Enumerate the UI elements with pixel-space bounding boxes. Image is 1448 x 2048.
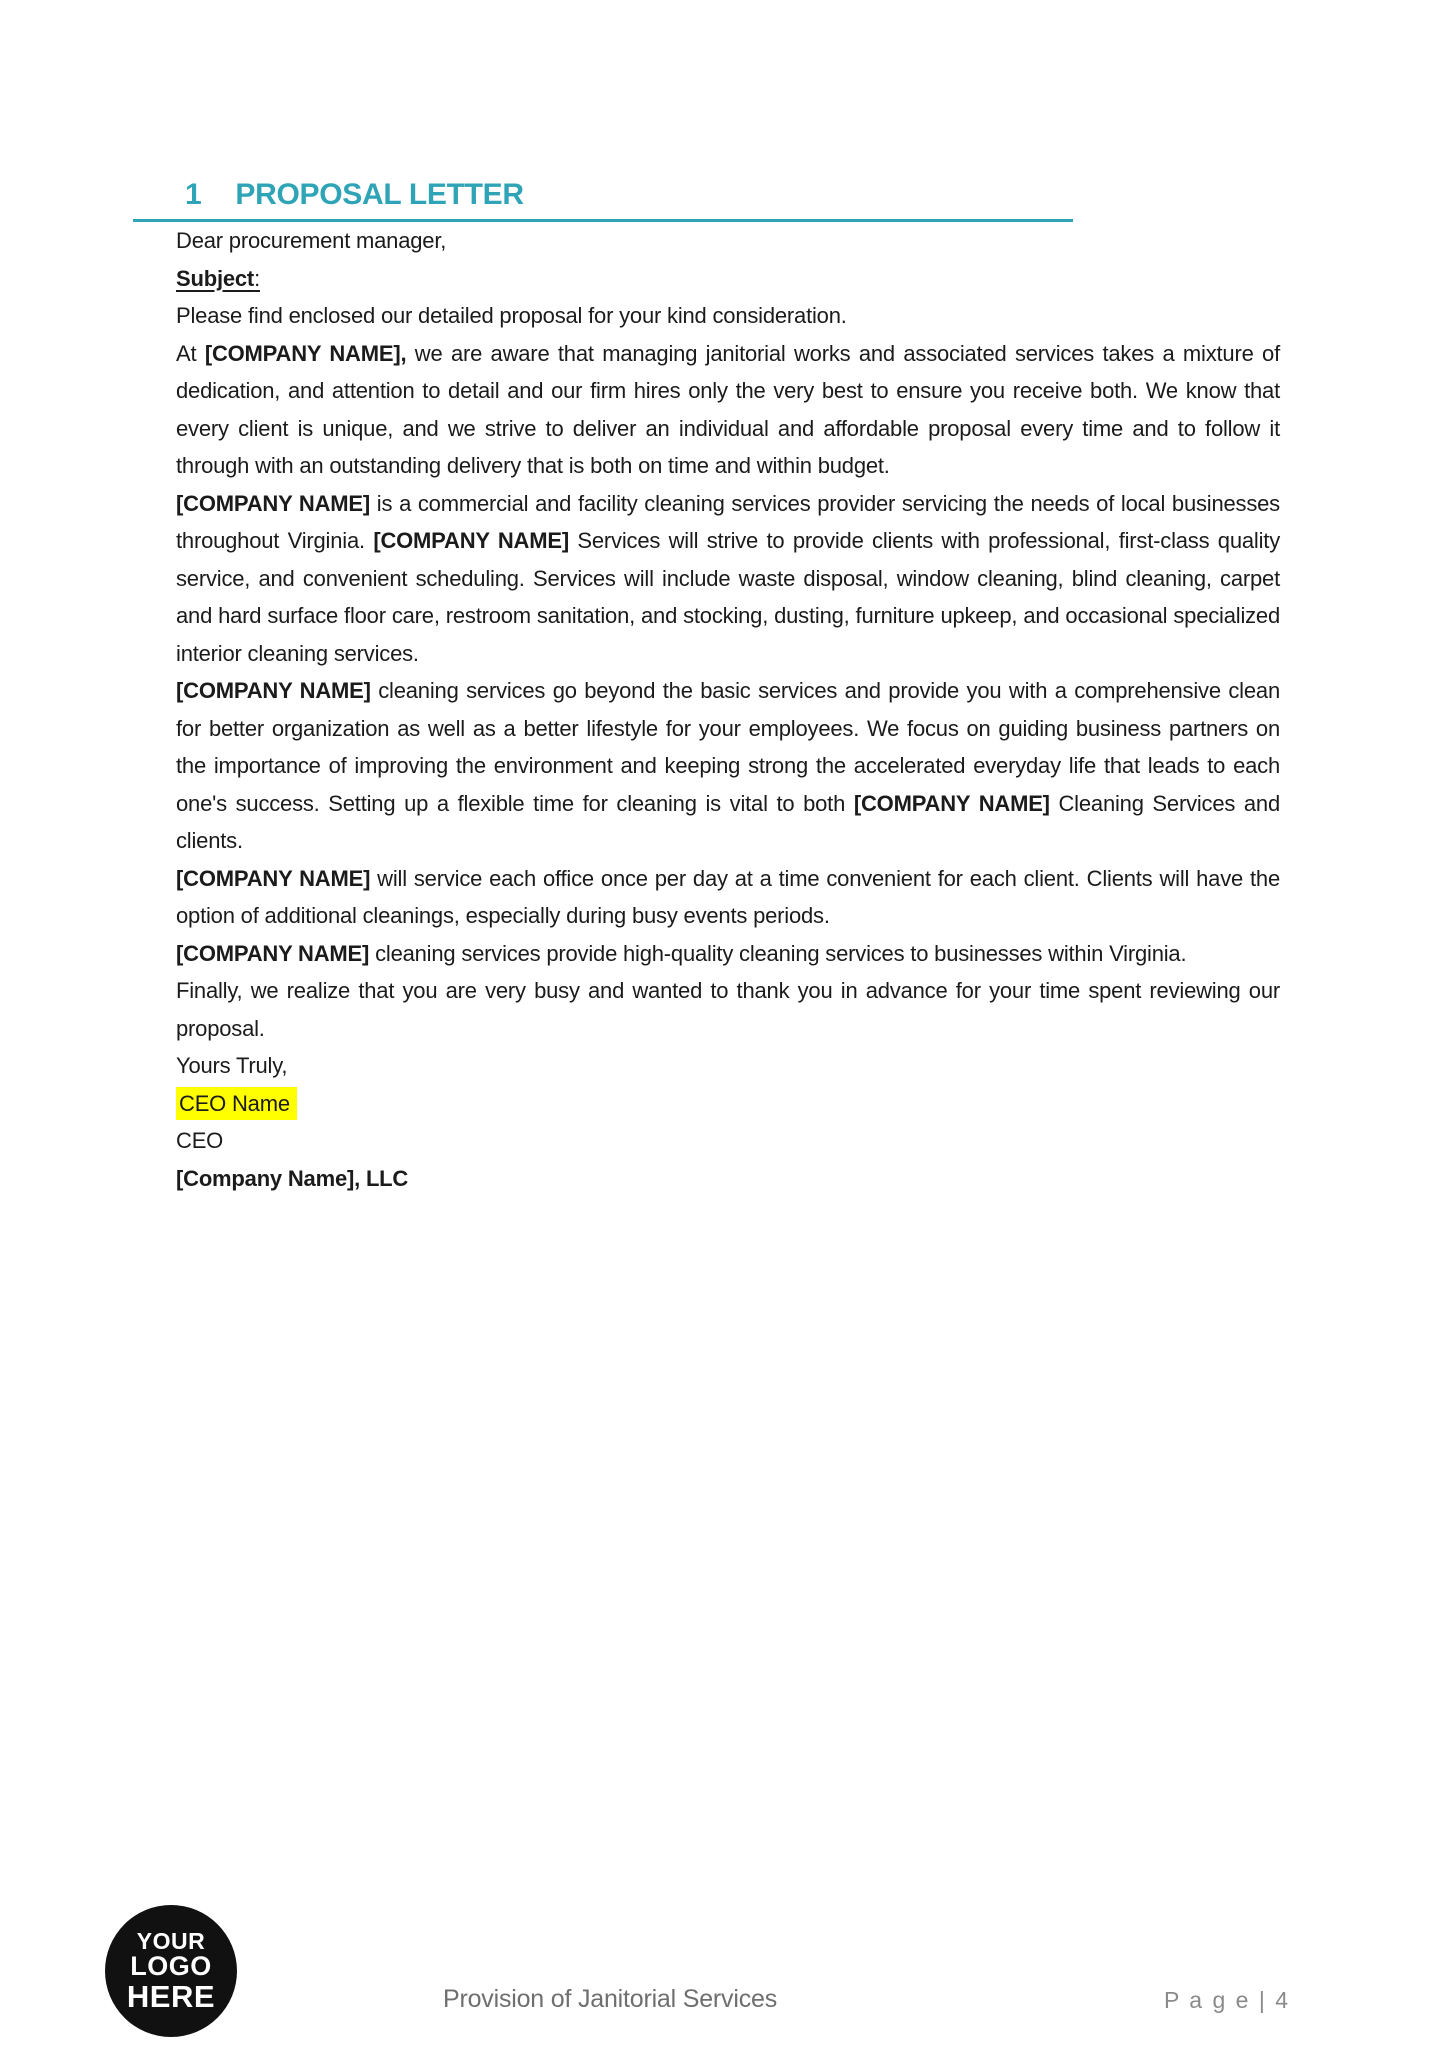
heading-title: PROPOSAL LETTER [235,178,524,211]
paragraph-1: At [COMPANY NAME], we are aware that managing janitorial works and associated services takes a mixture of dedication, and attention to detail and our firm hires only the very best to ensure you receive both. We know that every client is unique, and we strive to deliver an individual and affordable proposal every time and to follow it through with an outstanding delivery that is both on time and within budget. [176,340,1280,478]
salutation: Dear procurement manager, [176,228,447,253]
paragraph-5: [COMPANY NAME] cleaning services provide high-quality cleaning services to businesses within Virginia. [176,940,1187,966]
intro-paragraph: Please find enclosed our detailed proposal for your kind consideration. [176,303,847,328]
paragraph-6: Finally, we realize that you are very busy and wanted to thank you in advance for your time spent reviewing our proposal. [176,978,1280,1041]
footer-document-title: Provision of Janitorial Services [442,1985,778,2013]
signature-title: CEO [176,1128,224,1153]
paragraph-3: [COMPANY NAME] cleaning services go beyond the basic services and provide you with a comprehensive clean for better organization as well as a better lifestyle for your employees. We focus on guiding business partners on the importance of improving the environment and keeping strong the accelerated everyday life that leads to each one's success. Setting up a flexible time for cleaning is vital to both [COMPANY NAME] Cleaning Services and clients. [176,678,1281,853]
logo-line: HERE [126,1978,216,2014]
paragraph-2: [COMPANY NAME] is a commercial and facility cleaning services provider servicing the needs of local businesses throughout Virginia. [COMPANY NAME] Services will strive to provide clients with professional, first-class quality service, and convenient scheduling. Services will include waste disposal, window cleaning, blind cleaning, carpet and hard surface floor care, restroom sanitation, and stocking, dusting, furniture upkeep, and occasional specialized interior cleaning services. [176,490,1280,666]
subject-label: Subject [176,265,255,291]
paragraph-4: [COMPANY NAME] will service each office once per day at a time convenient for each client. Clients will have the option of additional cleanings, especially during busy events periods. [176,865,1280,928]
signature-company: [Company Name], LLC [176,1165,409,1191]
letter-body [176,222,1280,1197]
heading-number: 1 [185,178,202,211]
section-heading [133,180,1073,222]
highlighted-ceo-name: CEO Name [176,1087,297,1120]
signature-name [176,1085,1280,1123]
logo-line: YOUR [136,1927,206,1954]
subject-colon: : [254,265,260,291]
logo-placeholder-icon [105,1905,237,2037]
subject-line [176,260,1280,298]
closing: Yours Truly, [176,1053,288,1078]
logo-line: LOGO [130,1951,212,1982]
footer-page-number: P a g e | 4 [1163,1987,1290,2013]
